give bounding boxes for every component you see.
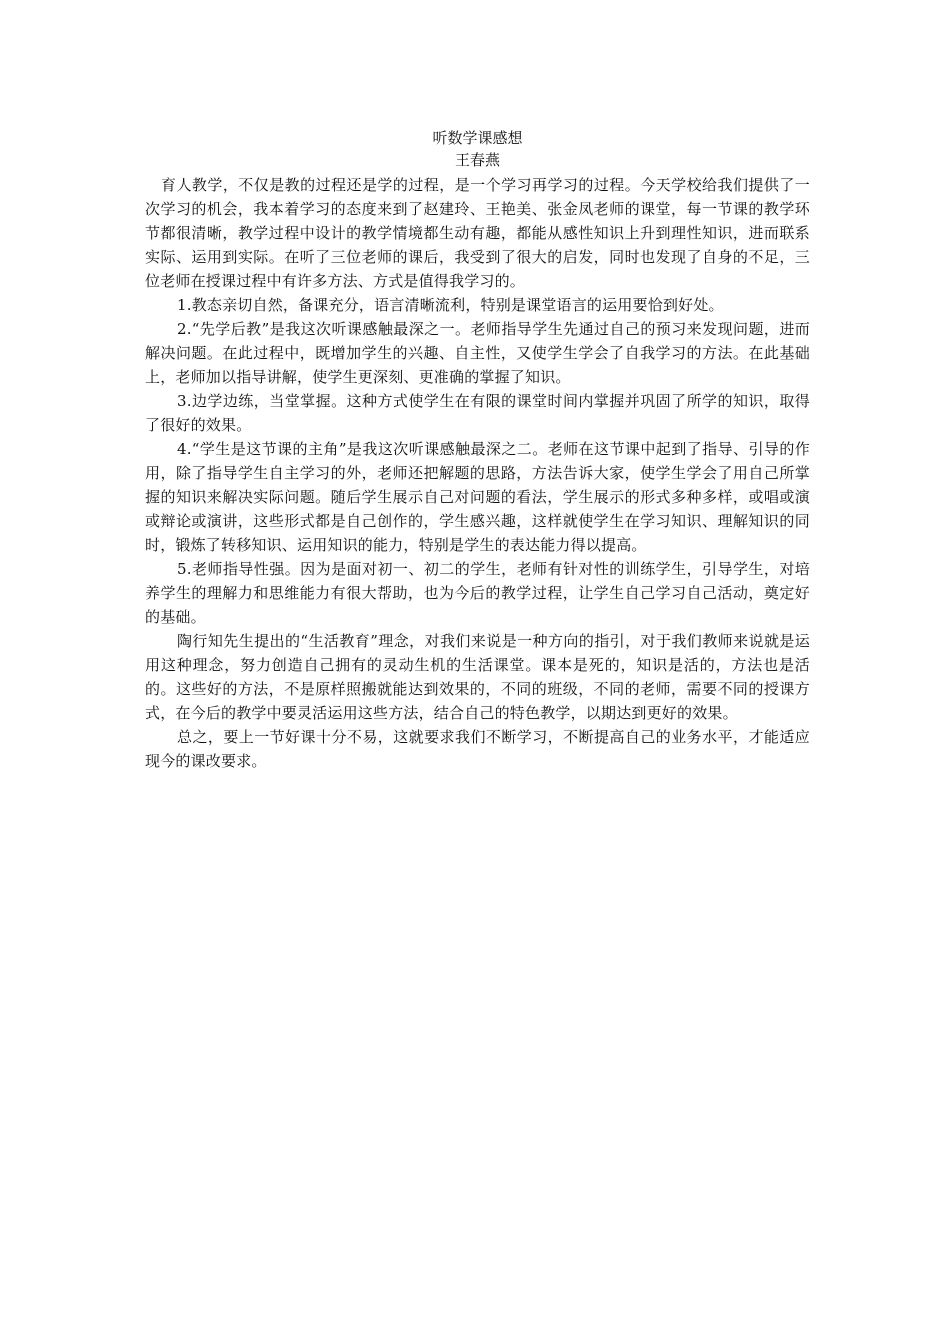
conclusion-paragraph: 总之，要上一节好课十分不易，这就要求我们不断学习，不断提高自己的业务水平，才能适应现今的课改要求。 (145, 728, 810, 770)
intro-paragraph: 育人教学，不仅是教的过程还是学的过程，是一个学习再学习的过程。今天学校给我们提供了一次学习的机会，我本着学习的态度来到了赵建玲、王艳美、张金凤老师的课堂，每一节课的教学环节都很清晰，教学过程中设计的教学情境都生动有趣，都能从感性知识上升到理性知识，进而联系实际、运用到实际。在听了三位老师的课后，我受到了很大的启发，同时也发现了自身的不足，三位老师在授课过程中有许多方法、方式是值得我学习的。 (145, 176, 810, 290)
point-4-paragraph: 4.“学生是这节课的主角”是我这次听课感触最深之二。老师在这节课中起到了指导、引导的作用，除了指导学生自主学习的外，老师还把解题的思路，方法告诉大家，使学生学会了用自己所掌握的知识来解决实际问题。随后学生展示自己对问题的看法，学生展示的形式多种多样，或唱或演或辩论或演讲，这些形式都是自己创作的，学生感兴趣，这样就使学生在学习知识、理解知识的同时，锻炼了转移知识、运用知识的能力，特别是学生的表达能力得以提高。 (145, 440, 810, 554)
tao-xingzhi-paragraph: 陶行知先生提出的“生活教育”理念，对我们来说是一种方向的指引，对于我们教师来说就是运用这种理念，努力创造自己拥有的灵动生机的生活课堂。课本是死的，知识是活的，方法也是活的。这些好的方法，不是原样照搬就能达到效果的，不同的班级，不同的老师，需要不同的授课方式，在今后的教学中要灵活运用这些方法，结合自己的特色教学，以期达到更好的效果。 (145, 632, 810, 722)
document-page (145, 127, 810, 773)
point-1-paragraph: 1.教态亲切自然，备课充分，语言清晰流利，特别是课堂语言的运用要恰到好处。 (177, 296, 724, 314)
document-title: 听数学课感想 (432, 129, 523, 147)
point-3-paragraph: 3.边学边练，当堂掌握。这种方式使学生在有限的课堂时间内掌握并巩固了所学的知识，取得了很好的效果。 (145, 392, 810, 434)
document-author: 王春燕 (454, 151, 500, 169)
point-2-paragraph: 2.“先学后教”是我这次听课感触最深之一。老师指导学生先通过自己的预习来发现问题，进而解决问题。在此过程中，既增加学生的兴趣、自主性，又使学生学会了自我学习的方法。在此基础上，老师加以指导讲解，使学生更深刻、更准确的掌握了知识。 (145, 320, 810, 386)
point-5-paragraph: 5.老师指导性强。因为是面对初一、初二的学生，老师有针对性的训练学生，引导学生，对培养学生的理解力和思维能力有很大帮助，也为今后的教学过程，让学生自己学习自己活动，奠定好的基础。 (145, 560, 810, 626)
